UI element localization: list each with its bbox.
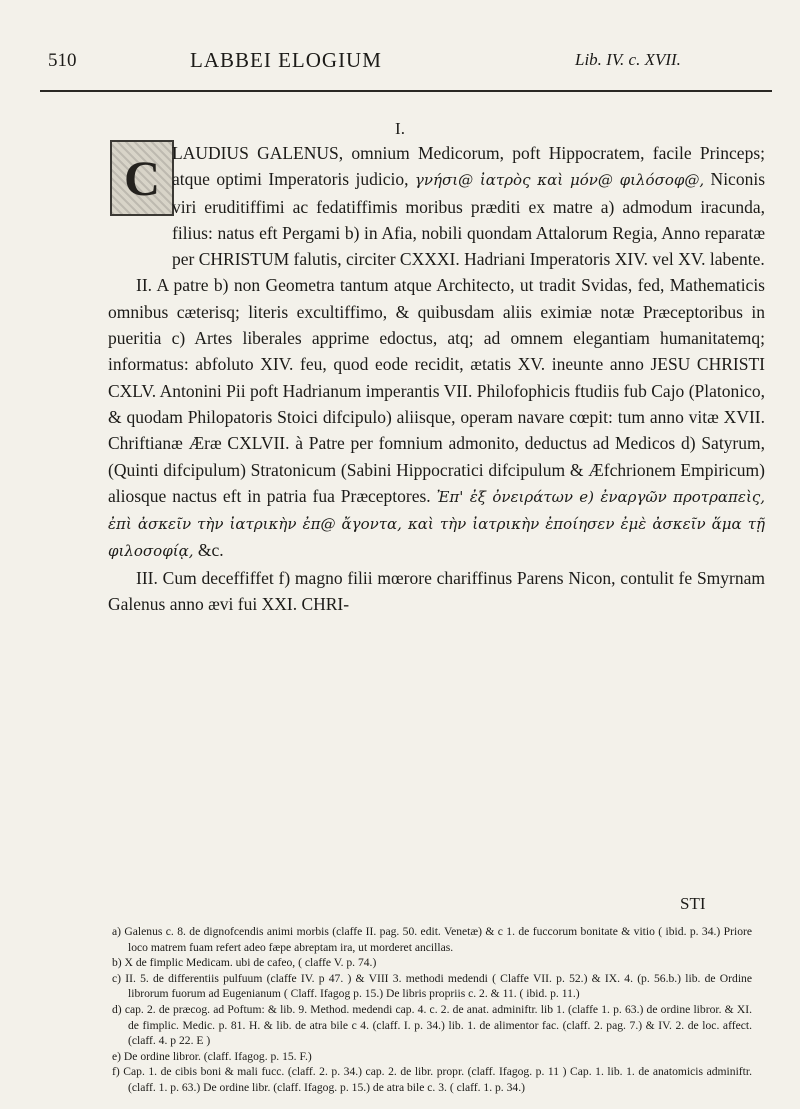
greek-quote-2: Ἐπ' ἐξ ὀνειράτων e) ἐναργῶν προτραπεὶς, ἐπὶ ἀσκεῖν τὴν ἰατρικὴν ἐπ@ ἄγοντα, καὶ τὴν ἰατρικὴν ἐποίησεν ἐμὲ ἀσκεῖν ἅμα τῇ φιλοσοφίᾳ, [108, 487, 765, 561]
paragraph-2-text: II. A patre b) non Geometra tantum atque Architecto, ut tradit Svidas, fed, Mathematicis omnibus cæterisq; literis excultiffimo, & quibusdam aliis eximiæ notæ Præceptoribus in pueritia c) Artes liberales apprime edoctus, atq; ad omnem elegantiam humanitatemq; informatus: abfoluto XIV. feu, quod eode recidit, ætatis XV. ineunte anno JESU CHRISTI CXLV. Antonini Pii poft Hadrianum imperantis VII. Philofophicis ftudiis fub Cajo (Platonico, & quodam Philopatoris Stoici difcipulo) aliisque, operam navare cœpit: tum anno vitæ XVII. Chriftianæ Æræ CXLVII. à Patre per fomnium admonito, deductus ad Medicos d) Satyrum, (Quinti difcipulum) Stratonicum (Sabini Hippocratici difcipulum & Æfchrionem Empiricum) aliosque nactus eft in patria fua Præceptores. [108, 275, 765, 506]
footnote: d) cap. 2. de præcog. ad Poftum: & lib. 9. Method. medendi cap. 4. c. 2. de anat. adminiftr. lib 1. (claffe 1. p. 63.) de ordine libror. & XI. de fimplic. Medic. p. 81. H. & lib. de atra bile c 4. (claff. I. p. 34.) lib. 1. de alimentor fac. (claff. 2. pag. 7.) & IV. 2. de loc. affect. (claff. 4. p 22. E ) [112, 1002, 752, 1048]
page-number: 510 [48, 50, 77, 71]
running-title: LABBEI ELOGIUM [190, 48, 382, 72]
decorated-initial: C [110, 140, 174, 216]
footnote: e) De ordine libror. (claff. Ifagog. p. 15. F.) [112, 1049, 312, 1063]
footnote: f) Cap. 1. de cibis boni & mali fucc. (claff. 2. p. 34.) cap. 2. de libr. propr. (claff. Ifagog. p. 11 ) Cap. 1. lib. 1. de anatomicis adminiftr. (claff. 1. p. 63.) De ordine libr. (claff. Ifagog. p. 15.) de atra bile c. 3. ( claff. 1. p. 34.) [112, 1065, 752, 1094]
footnote: c) II. 5. de differentiis pulfuum (claffe IV. p 47. ) & VIII 3. methodi medendi ( Claffe VII. p. 52.) & IX. 4. (p. 56.b.) lib. de Ordine librorum fuorum ad Eugenianum ( Claff. Ifagog p. 15.) De libris propriis c. 2. & 11. ( ibid. p. 11.) [112, 971, 752, 1001]
greek-quote-1: γνήσι@ ἰατρὸς καὶ μόν@ φιλόσοφ@, [414, 171, 705, 190]
footnote: b) X de fimplic Medicam. ubi de cafeo, ( claffe V. p. 74.) [112, 956, 377, 970]
section-number: I. [395, 119, 405, 138]
footnotes [112, 924, 752, 1096]
main-text [108, 140, 765, 617]
paragraph-3 [108, 565, 765, 618]
page-header [40, 42, 772, 82]
paragraph-1-text: LAUDIUS GALENUS, omnium Medicorum, poft Hippocratem, facile Princeps; atque optimi Imperatoris judicio, [172, 143, 765, 190]
paragraph-2-tail: &c. [193, 540, 224, 561]
catchword: STI [680, 894, 706, 913]
paragraph-1-rest: Niconis viri eruditiffimi ac fedatiffimis moribus præditi ex matre a) admodum iracunda, filius: natus eft Pergami b) in Afia, nobili quondam Attalorum Regia, Anno reparatæ per CHRISTUM falutis, circiter CXXXI. Hadriani Imperatoris XIV. vel XV. labente. [172, 169, 765, 270]
paragraph-1 [108, 140, 765, 272]
paragraph-3-text: III. Cum deceffiffet f) magno filii mœrore chariffinus Parens Nicon, contulit fe Smyrnam Galenus anno ævi fui XXI. CHRI- [108, 567, 765, 615]
header-rule [40, 90, 772, 92]
footnote: a) Galenus c. 8. de dignofcendis animi morbis (claffe II. pag. 50. edit. Venetæ) & c 1. de fuccorum bonitate & vitio ( ibid. p. 34.) Priore loco matrem fuam refert adeo fæpe abreptam ira, ut morderet ancillas. [112, 925, 752, 954]
paragraph-2 [108, 272, 765, 564]
chapter-reference: Lib. IV. c. XVII. [575, 50, 681, 69]
